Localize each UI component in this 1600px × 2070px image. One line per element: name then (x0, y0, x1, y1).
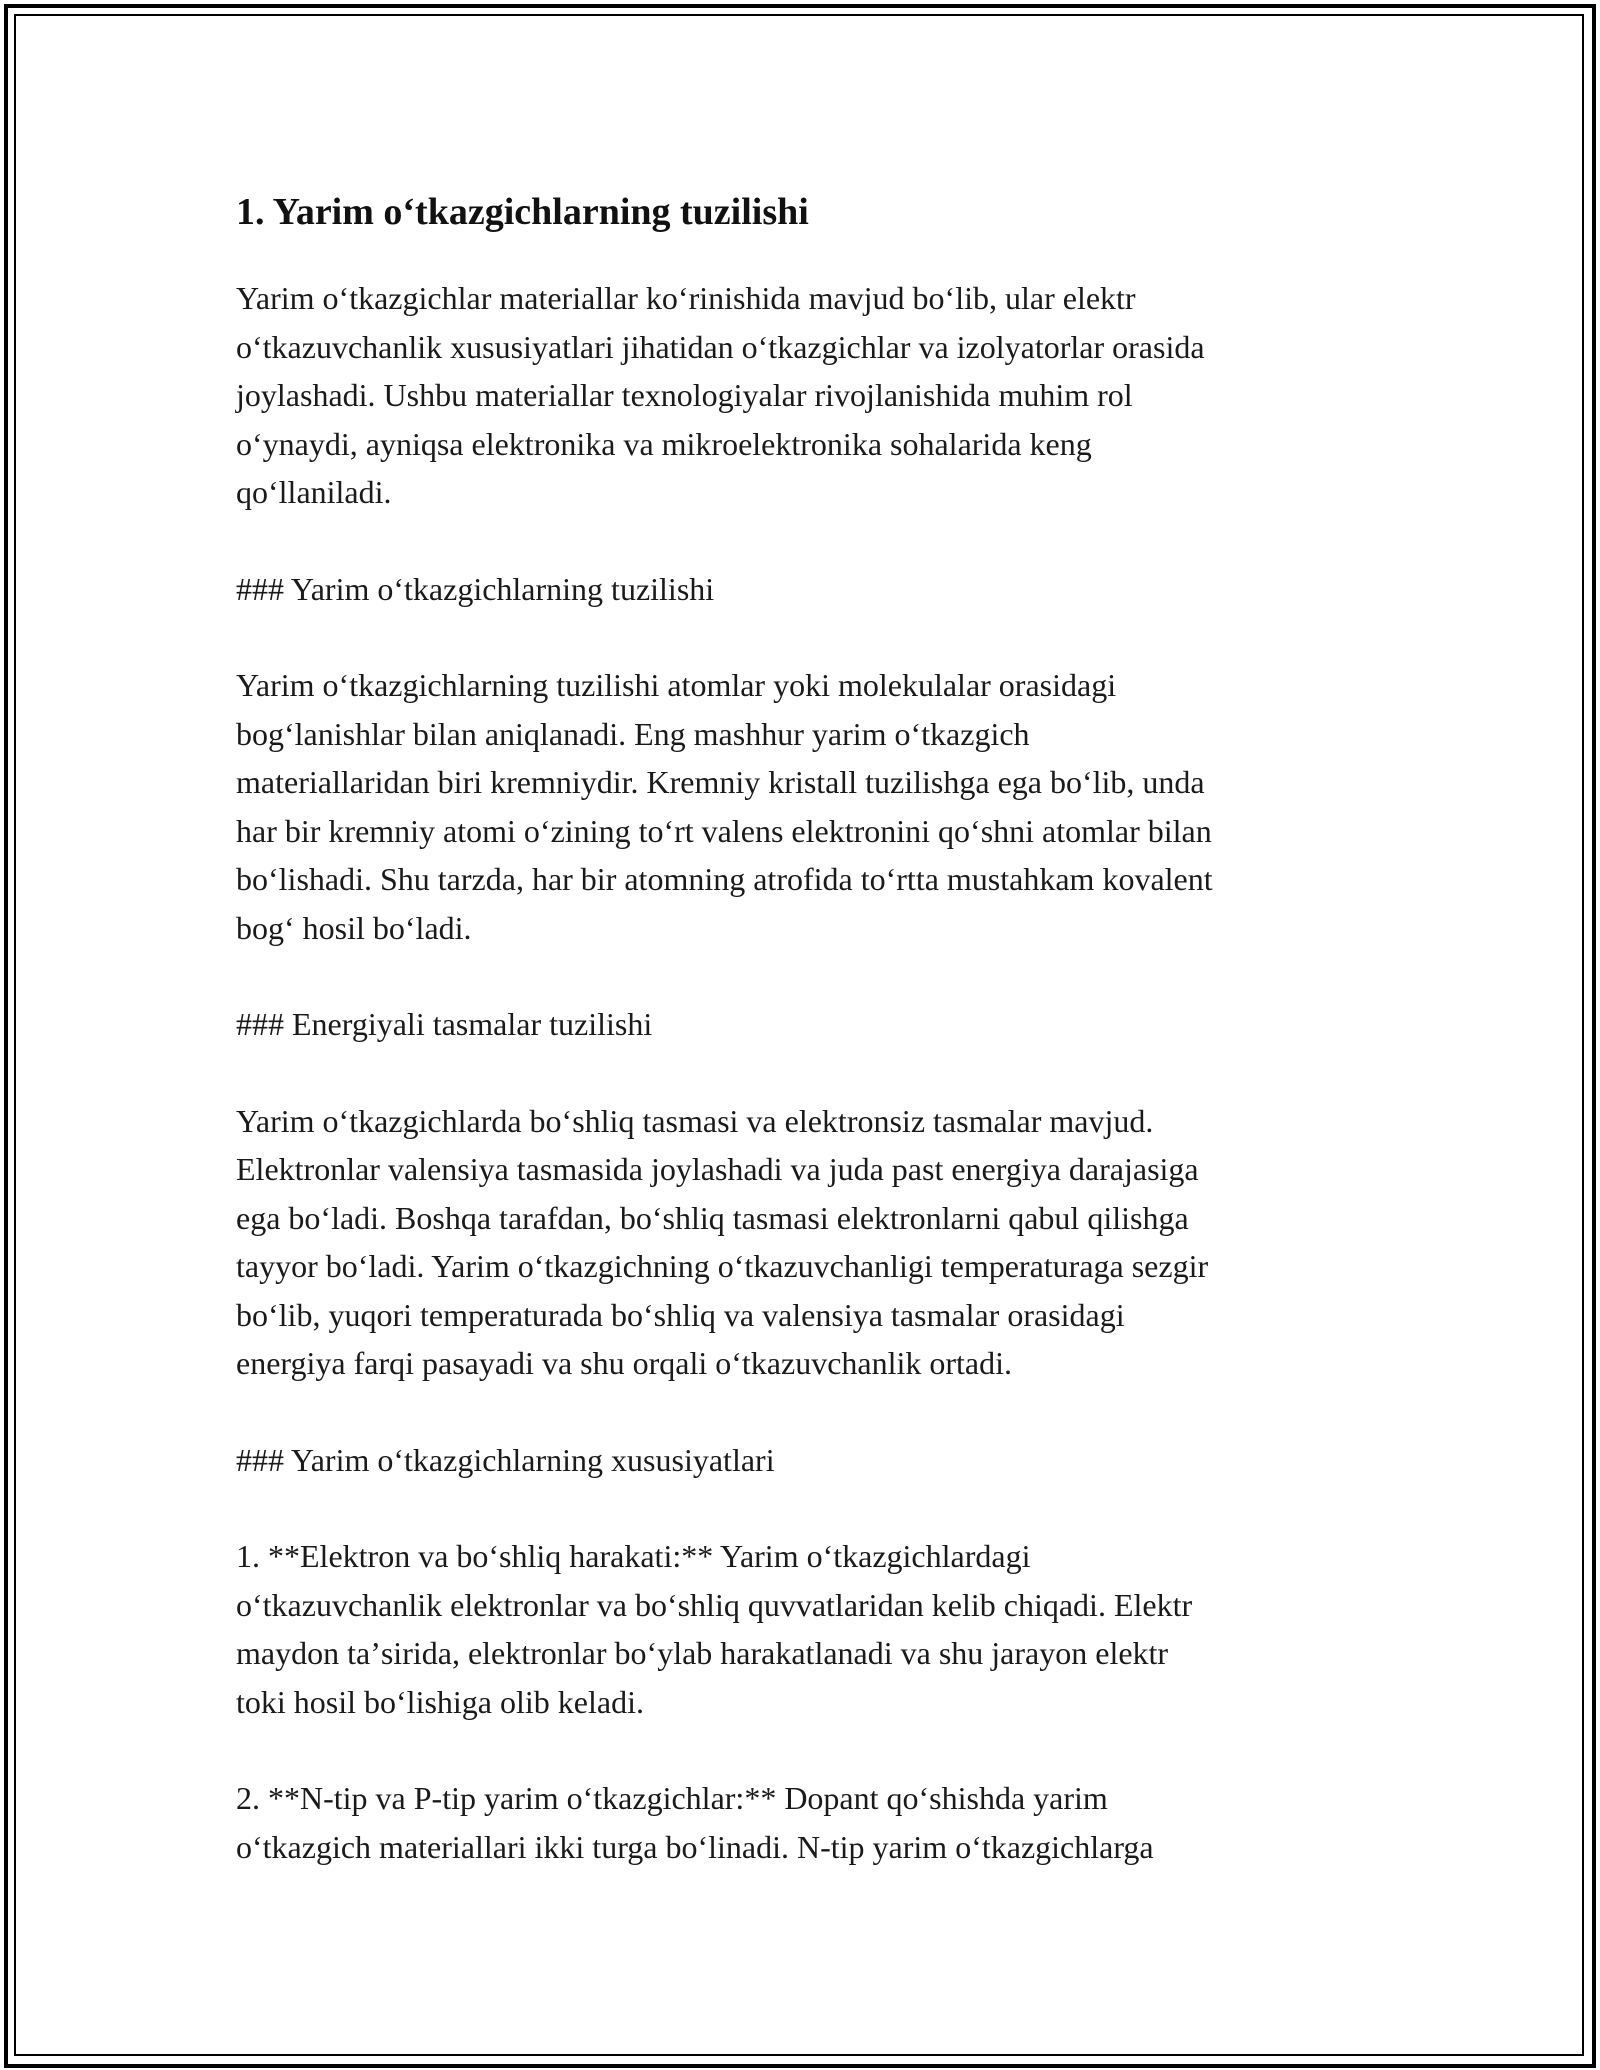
section-heading-structure: ### Yarim oʻtkazgichlarning tuzilishi (236, 570, 715, 607)
structure-paragraph: Yarim oʻtkazgichlarning tuzilishi atomlar yoki molekulalar orasidagi bogʻlanishlar bilan aniqlanadi. Eng mashhur yarim oʻtkazgich materiallaridan biri kremniydir. Kremniy kristall tuzilishga ega boʻlib, unda har bir kremniy atomi oʻzining toʻrt valens elektronini qoʻshni atomlar bilan boʻlishadi. Shu tarzda, har bir atomning atrofida toʻrtta mustahkam kovalent bogʻ hosil boʻladi. (236, 667, 1213, 946)
properties-item-1: 1. **Elektron va boʻshliq harakati:** Yarim oʻtkazgichlardagi oʻtkazuvchanlik elektronlar va boʻshliq quvvatlaridan kelib chiqadi. Elektr maydon taʼsirida, elektronlar boʻylab harakatlanadi va shu jarayon elektr toki hosil boʻlishiga olib keladi. (236, 1538, 1193, 1720)
section-heading-energy-bands: ### Energiyali tasmalar tuzilishi (236, 1006, 653, 1042)
section-heading-properties: ### Yarim oʻtkazgichlarning xususiyatlari (236, 1441, 775, 1478)
energy-bands-paragraph: Yarim oʻtkazgichlarda boʻshliq tasmasi va elektronsiz tasmalar mavjud. Elektronlar valensiya tasmasida joylashadi va juda past energiya darajasiga ega boʻladi. Boshqa tarafdan, boʻshliq tasmasi elektronlarni qabul qilishga tayyor boʻladi. Yarim oʻtkazgichning oʻtkazuvchanligi temperaturaga sezgir boʻlib, yuqori temperaturada boʻshliq va valensiya tasmalar orasidagi energiya farqi pasayadi va shu orqali oʻtkazuvchanlik ortadi. (236, 1102, 1209, 1381)
intro-paragraph: Yarim oʻtkazgichlar materiallar koʻrinishida mavjud boʻlib, ular elektr oʻtkazuvchanlik xususiyatlari jihatidan oʻtkazgichlar va izolyatorlar orasida joylashadi. Ushbu materiallar texnologiyalar rivojlanishida muhim rol oʻynaydi, ayniqsa elektronika va mikroelektronika sohalarida keng qoʻllaniladi. (236, 280, 1205, 510)
document-title: 1. Yarim oʻtkazgichlarning tuzilishi (236, 191, 809, 233)
properties-item-2: 2. **N-tip va P-tip yarim oʻtkazgichlar:** Dopant qoʻshishda yarim oʻtkazgich materiallari ikki turga boʻlinadi. N-tip yarim oʻtkazgichlarga (236, 1780, 1154, 1865)
document-body (236, 186, 1376, 1919)
